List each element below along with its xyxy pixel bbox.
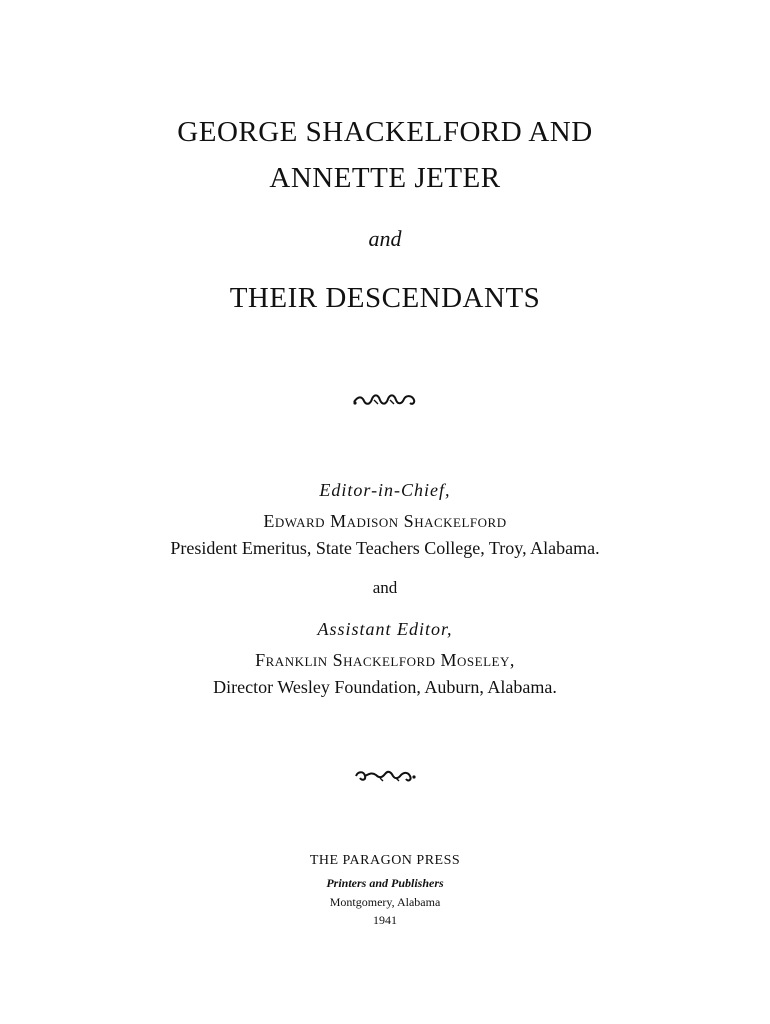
editor-in-chief-role: Editor-in-Chief,: [319, 480, 451, 500]
title-line-1: GEORGE SHACKELFORD AND: [177, 116, 593, 148]
publisher-tagline: Printers and Publishers: [326, 876, 444, 890]
flourish-ornament-icon: [350, 766, 420, 786]
assistant-editor-role: Assistant Editor,: [317, 619, 453, 639]
editor-in-chief-affiliation: President Emeritus, State Teachers College, Troy, Alabama.: [170, 538, 600, 558]
assistant-editor-affiliation: Director Wesley Foundation, Auburn, Alabama.: [213, 677, 557, 697]
publisher-city: Montgomery, Alabama: [329, 895, 441, 909]
title-connector: and: [368, 226, 402, 251]
assistant-editor-name: Franklin Shackelford Moseley,: [255, 650, 515, 670]
editors-connector: and: [372, 578, 398, 597]
editor-in-chief-name: Edward Madison Shackelford: [263, 511, 507, 531]
title-line-2: ANNETTE JETER: [269, 162, 501, 194]
publication-year: 1941: [373, 913, 397, 927]
publisher-name: THE PARAGON PRESS: [309, 853, 461, 868]
flourish-ornament-icon: [350, 390, 420, 410]
title-line-3: THEIR DESCENDANTS: [229, 282, 541, 314]
